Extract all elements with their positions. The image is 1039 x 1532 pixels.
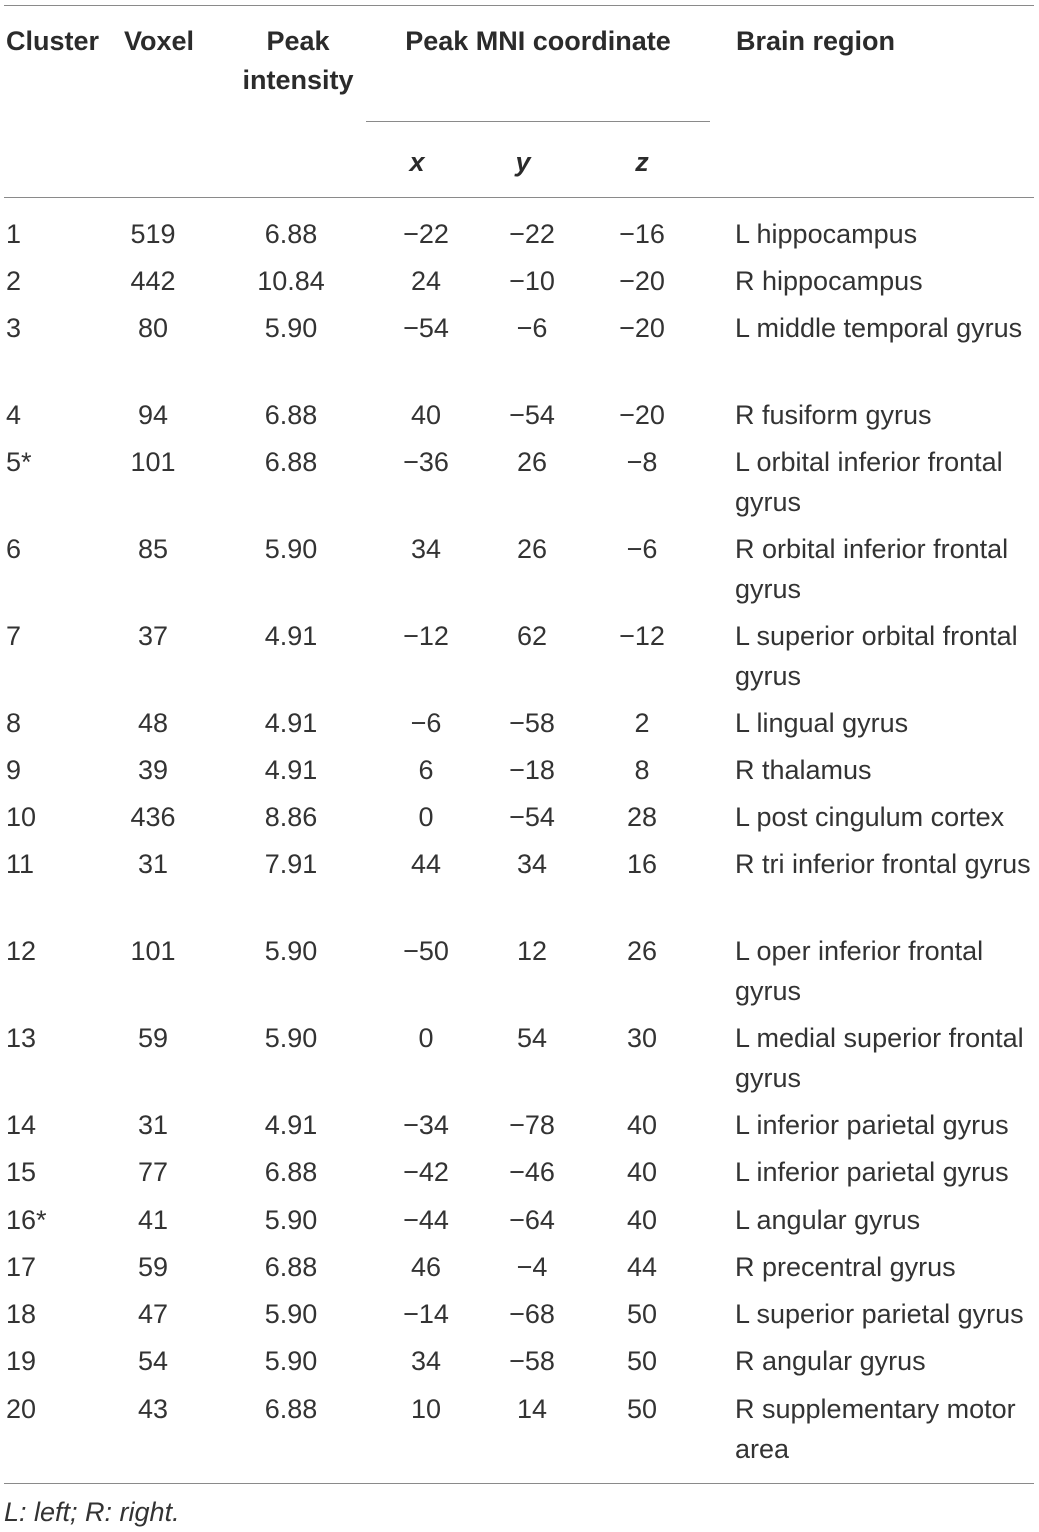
cell-y: −58: [509, 1346, 555, 1376]
cell-peak-intensity: 6.88: [264, 219, 318, 249]
cell-brain-region: R precentral gyrus: [735, 1252, 956, 1282]
cell-voxel: 59: [137, 1252, 169, 1282]
cell-brain-region: L oper inferior frontal gyrus: [735, 936, 984, 1006]
cell-z: −20: [619, 266, 665, 296]
cell-voxel: 101: [130, 936, 176, 966]
cell-voxel: 436: [130, 802, 176, 832]
cell-z: −20: [619, 400, 665, 430]
cell-x: −44: [403, 1205, 449, 1235]
cell-y: −54: [509, 400, 555, 430]
header-x: x: [409, 147, 425, 177]
cell-z: 40: [626, 1157, 658, 1187]
cell-x: 24: [410, 266, 442, 296]
cell-z: −6: [626, 534, 658, 564]
cell-z: 26: [626, 936, 658, 966]
cell-cluster: 2: [6, 266, 22, 296]
cell-x: −12: [403, 621, 449, 651]
cell-brain-region: L medial superior frontal gyrus: [735, 1023, 1024, 1093]
cell-z: 50: [626, 1346, 658, 1376]
cell-peak-intensity: 5.90: [264, 936, 318, 966]
cell-brain-region: R thalamus: [735, 755, 872, 785]
cell-voxel: 442: [130, 266, 176, 296]
cell-z: −12: [619, 621, 665, 651]
cell-brain-region: R supplementary motor area: [735, 1394, 1016, 1464]
cell-cluster: 7: [6, 621, 22, 651]
cell-z: 50: [626, 1299, 658, 1329]
cell-cluster: 8: [6, 708, 22, 738]
cell-cluster: 14: [6, 1110, 37, 1140]
cell-brain-region: R angular gyrus: [735, 1346, 926, 1376]
cell-y: −4: [516, 1252, 548, 1282]
cell-z: 16: [626, 849, 658, 879]
cell-voxel: 77: [137, 1157, 169, 1187]
header-bottom-rule: [4, 197, 1034, 198]
cell-x: 34: [410, 534, 442, 564]
cell-peak-intensity: 6.88: [264, 1157, 318, 1187]
cell-y: −6: [516, 313, 548, 343]
cell-peak-intensity: 5.90: [264, 1299, 318, 1329]
cell-brain-region: R hippocampus: [735, 266, 923, 296]
cell-peak-intensity: 8.86: [264, 802, 318, 832]
cell-y: 12: [516, 936, 548, 966]
cell-x: −34: [403, 1110, 449, 1140]
cell-y: −46: [509, 1157, 555, 1187]
cell-voxel: 39: [137, 755, 169, 785]
header-peak-intensity: [230, 22, 366, 100]
cell-cluster: 11: [6, 849, 35, 879]
cell-cluster: 12: [6, 936, 37, 966]
cell-voxel: 80: [137, 313, 169, 343]
cell-z: −20: [619, 313, 665, 343]
cell-z: −8: [626, 447, 658, 477]
cell-y: −54: [509, 802, 555, 832]
cell-peak-intensity: 6.88: [264, 1394, 318, 1424]
cell-x: −14: [403, 1299, 449, 1329]
cell-voxel: 54: [137, 1346, 169, 1376]
cell-brain-region: L superior parietal gyrus: [735, 1299, 1024, 1329]
cell-z: 40: [626, 1110, 658, 1140]
cell-peak-intensity: 5.90: [264, 1023, 318, 1053]
cell-y: −10: [509, 266, 555, 296]
header-z: z: [635, 147, 649, 177]
cell-x: 0: [418, 1023, 434, 1053]
cell-peak-intensity: 6.88: [264, 447, 318, 477]
cell-cluster: 19: [6, 1346, 37, 1376]
cell-voxel: 31: [137, 1110, 169, 1140]
cell-voxel: 43: [137, 1394, 169, 1424]
cell-x: 0: [418, 802, 434, 832]
cell-peak-intensity: 4.91: [264, 755, 318, 785]
cell-voxel: 94: [137, 400, 169, 430]
footnote: L: left; R: right.: [4, 1497, 180, 1527]
cell-x: 6: [418, 755, 434, 785]
cell-voxel: 85: [137, 534, 169, 564]
top-rule: [4, 5, 1034, 6]
cell-peak-intensity: 7.91: [264, 849, 318, 879]
cell-x: −22: [403, 219, 449, 249]
cell-z: 30: [626, 1023, 658, 1053]
cell-z: 50: [626, 1394, 658, 1424]
cell-y: −22: [509, 219, 555, 249]
cell-peak-intensity: 5.90: [264, 313, 318, 343]
cell-x: −6: [410, 708, 442, 738]
cell-voxel: 59: [137, 1023, 169, 1053]
header-peak-intensity-line1: Peak: [266, 26, 330, 56]
header-cluster: Cluster: [6, 26, 100, 56]
cell-voxel: 31: [137, 849, 169, 879]
cell-z: 28: [626, 802, 658, 832]
cell-z: 40: [626, 1205, 658, 1235]
mni-underline: [366, 121, 710, 122]
cell-y: −64: [509, 1205, 555, 1235]
cell-brain-region: L superior orbital frontal gyrus: [735, 621, 1018, 691]
cell-cluster: 5*: [6, 447, 32, 477]
cell-y: 14: [516, 1394, 548, 1424]
cell-brain-region: L angular gyrus: [735, 1205, 921, 1235]
cell-brain-region: L middle temporal gyrus: [735, 313, 1023, 343]
cell-z: −16: [619, 219, 665, 249]
cell-peak-intensity: 6.88: [264, 1252, 318, 1282]
cell-x: −50: [403, 936, 449, 966]
cell-voxel: 47: [137, 1299, 169, 1329]
cell-y: −58: [509, 708, 555, 738]
cell-brain-region: L inferior parietal gyrus: [735, 1110, 1009, 1140]
cell-brain-region: R tri inferior frontal gyrus: [735, 849, 1031, 879]
cell-peak-intensity: 4.91: [264, 621, 318, 651]
cell-cluster: 16*: [6, 1205, 47, 1235]
cell-cluster: 18: [6, 1299, 37, 1329]
cell-cluster: 10: [6, 802, 37, 832]
header-brain-region: Brain region: [736, 26, 896, 56]
cell-x: −36: [403, 447, 449, 477]
cell-cluster: 20: [6, 1394, 37, 1424]
header-peak-intensity-line2: intensity: [242, 65, 354, 95]
cell-brain-region: L lingual gyrus: [735, 708, 909, 738]
cell-brain-region: L orbital inferior frontal gyrus: [735, 447, 1003, 517]
header-y: y: [515, 147, 531, 177]
header-voxel: Voxel: [124, 26, 195, 56]
cell-peak-intensity: 4.91: [264, 1110, 318, 1140]
cell-x: 40: [410, 400, 442, 430]
cell-cluster: 15: [6, 1157, 37, 1187]
cell-z: 2: [634, 708, 650, 738]
cell-cluster: 17: [6, 1252, 37, 1282]
cell-z: 44: [626, 1252, 658, 1282]
cell-voxel: 48: [137, 708, 169, 738]
cell-peak-intensity: 10.84: [257, 266, 325, 296]
cell-x: 44: [410, 849, 442, 879]
cell-x: 34: [410, 1346, 442, 1376]
cell-voxel: 519: [130, 219, 176, 249]
cell-peak-intensity: 6.88: [264, 400, 318, 430]
header-mni: Peak MNI coordinate: [405, 26, 671, 56]
cell-peak-intensity: 5.90: [264, 1205, 318, 1235]
cell-voxel: 37: [137, 621, 169, 651]
cell-x: 46: [410, 1252, 442, 1282]
cell-x: −42: [403, 1157, 449, 1187]
cell-voxel: 101: [130, 447, 176, 477]
cell-y: −68: [509, 1299, 555, 1329]
cell-brain-region: R fusiform gyrus: [735, 400, 932, 430]
cell-cluster: 1: [6, 219, 22, 249]
cell-peak-intensity: 4.91: [264, 708, 318, 738]
cell-brain-region: L inferior parietal gyrus: [735, 1157, 1009, 1187]
cell-y: 34: [516, 849, 548, 879]
cell-y: −78: [509, 1110, 555, 1140]
cell-y: 54: [516, 1023, 548, 1053]
cell-z: 8: [634, 755, 650, 785]
cell-y: 62: [516, 621, 548, 651]
cell-x: −54: [403, 313, 449, 343]
cell-brain-region: L post cingulum cortex: [735, 802, 1005, 832]
bottom-rule: [4, 1483, 1034, 1484]
cell-y: 26: [516, 534, 548, 564]
cell-peak-intensity: 5.90: [264, 534, 318, 564]
cell-voxel: 41: [137, 1205, 169, 1235]
cell-brain-region: R orbital inferior frontal gyrus: [735, 534, 1009, 604]
cell-x: 10: [410, 1394, 442, 1424]
cell-y: 26: [516, 447, 548, 477]
cell-y: −18: [509, 755, 555, 785]
cell-cluster: 3: [6, 313, 22, 343]
cell-cluster: 13: [6, 1023, 37, 1053]
cell-brain-region: L hippocampus: [735, 219, 918, 249]
cell-cluster: 9: [6, 755, 22, 785]
cell-cluster: 6: [6, 534, 22, 564]
cell-cluster: 4: [6, 400, 22, 430]
cell-peak-intensity: 5.90: [264, 1346, 318, 1376]
